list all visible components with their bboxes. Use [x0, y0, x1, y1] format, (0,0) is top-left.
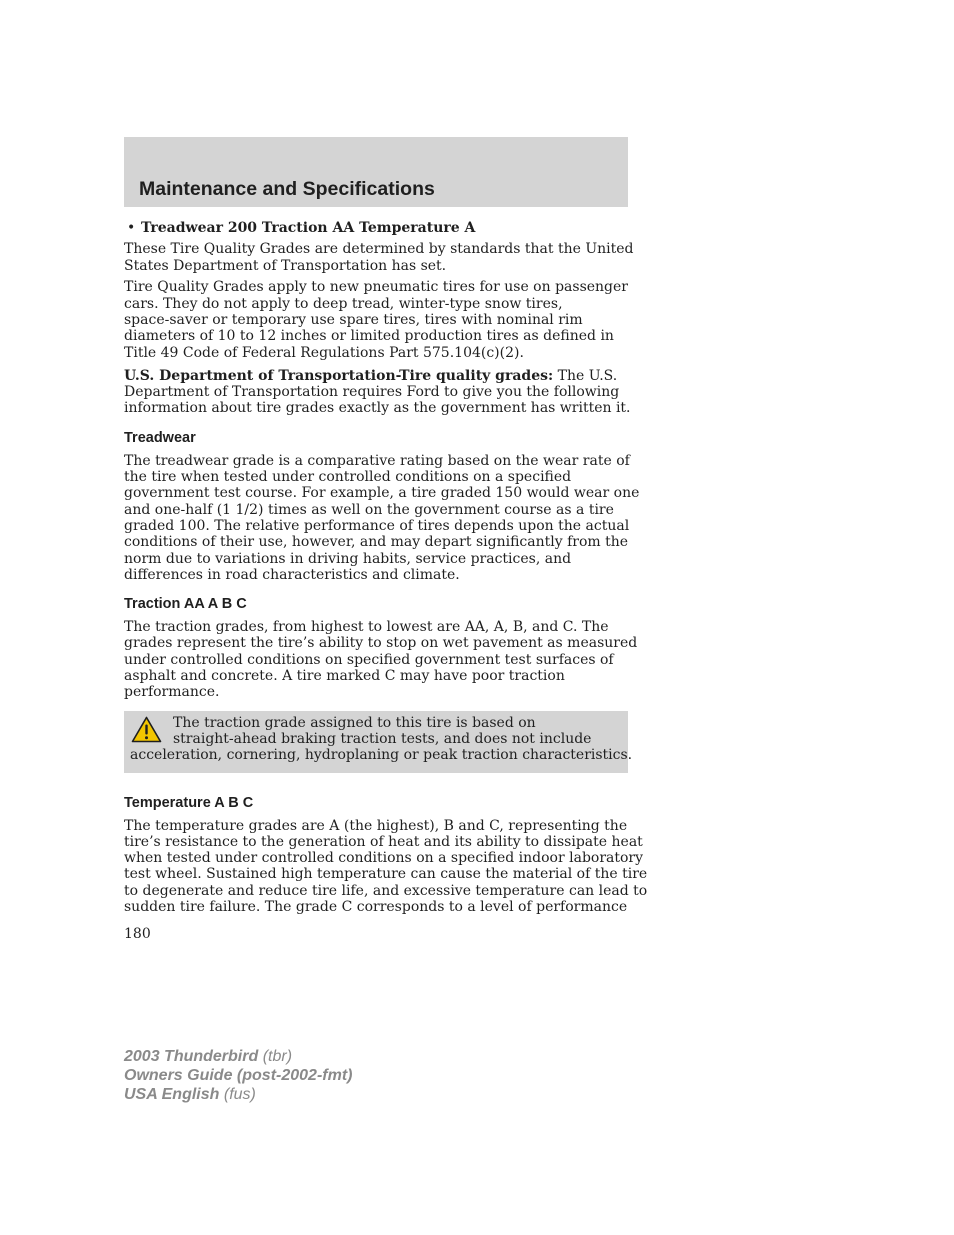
- paragraph-traction: [124, 619, 638, 701]
- footer-line-guide: [124, 1066, 352, 1085]
- section-title: Maintenance and Specifications: [139, 178, 435, 200]
- paragraph-quality-grades-scope: [124, 279, 628, 360]
- text-line: straight-ahead braking traction tests, and does not include: [173, 730, 592, 747]
- text-line: sudden tire failure. The grade C corresponds to a level of performance: [124, 899, 628, 915]
- text-line: The temperature grades are A (the highest), B and C, representing the: [124, 817, 628, 834]
- text-line: under controlled conditions on specified government test surfaces of: [124, 651, 614, 668]
- paragraph-temperature: [124, 817, 648, 916]
- footer-model-name: 2003 Thunderbird: [124, 1048, 259, 1065]
- footer-line-model: [124, 1047, 352, 1066]
- bullet-text: Treadwear 200 Traction AA Temperature A: [141, 220, 476, 236]
- text-line: Title 49 Code of Federal Regulations Part 575.104(c)(2).: [124, 344, 524, 361]
- warning-text: [130, 714, 633, 764]
- paragraph-treadwear: [124, 452, 640, 583]
- text-line: grades represent the tire’s ability to stop on wet pavement as measured: [124, 635, 638, 652]
- section-header-band: [124, 137, 628, 207]
- bullet-item: [124, 220, 628, 236]
- text-line: asphalt and concrete. A tire marked C may have poor traction: [124, 668, 565, 685]
- text-line: performance.: [124, 684, 220, 701]
- text-line: The traction grade assigned to this tire is based on: [173, 714, 536, 731]
- text-line: diameters of 10 to 12 inches or limited production tires as defined in: [124, 328, 614, 345]
- text-line: These Tire Quality Grades are determined by standards that the United: [124, 241, 634, 258]
- text-line: acceleration, cornering, hydroplaning or peak traction characteristics.: [130, 747, 633, 764]
- text-line: cars. They do not apply to deep tread, winter-type snow tires,: [124, 295, 563, 312]
- text-line: States Department of Transportation has set.: [124, 257, 447, 274]
- text-line: when tested under controlled conditions on a specified indoor laboratory: [124, 850, 644, 867]
- page-content: [124, 220, 648, 921]
- text-line: Tire Quality Grades apply to new pneumatic tires for use on passenger: [124, 279, 628, 296]
- text-line: and one-half (1 1/2) times as well on the government course as a tire: [124, 501, 614, 518]
- paragraph-quality-grades-intro: [124, 241, 634, 274]
- bullet-icon: •: [127, 220, 136, 236]
- text-line: information about tire grades exactly as the government has written it.: [124, 400, 631, 417]
- footer-line-language: [124, 1085, 352, 1104]
- text-line: the tire when tested under controlled conditions on a specified: [124, 469, 572, 486]
- text-line: The traction grades, from highest to lowest are AA, A, B, and C. The: [124, 619, 609, 636]
- heading-treadwear: Treadwear: [124, 429, 196, 446]
- warning-box: [124, 711, 633, 773]
- page-number: 180: [124, 926, 151, 942]
- heading-traction: Traction AA A B C: [124, 596, 247, 613]
- text-line: tire’s resistance to the generation of heat and its ability to dissipate heat: [124, 833, 643, 850]
- warning-triangle-icon: [131, 716, 162, 743]
- text-line: government test course. For example, a tire graded 150 would wear one: [124, 485, 640, 502]
- footer-model-code: (tbr): [262, 1048, 293, 1065]
- text-line: to degenerate and reduce tire life, and excessive temperature can lead to: [124, 882, 648, 899]
- footer-language-code: (fus): [223, 1086, 256, 1103]
- text-line: graded 100. The relative performance of tires depends upon the actual: [124, 517, 630, 534]
- text-line: differences in road characteristics and climate.: [124, 566, 460, 583]
- text-line: test wheel. Sustained high temperature can cause the material of the tire: [124, 866, 648, 883]
- text-fragment: The U.S.: [553, 367, 618, 384]
- heading-temperature: Temperature A B C: [124, 794, 254, 811]
- text-line: space-saver or temporary use spare tires, tires with nominal rim: [124, 311, 583, 328]
- bold-lead-in: U.S. Department of Transportation-Tire quality grades:: [124, 367, 554, 384]
- text-line: norm due to variations in driving habits, service practices, and: [124, 550, 572, 567]
- footer-language-name: USA English: [124, 1086, 220, 1103]
- footer-guide-name: Owners Guide (post-2002-fmt): [124, 1067, 353, 1084]
- text-line: The treadwear grade is a comparative rating based on the wear rate of: [124, 452, 630, 469]
- document-footer: [124, 1047, 352, 1104]
- text-line: [124, 368, 628, 384]
- text-line: conditions of their use, however, and may depart significantly from the: [124, 534, 629, 551]
- paragraph-dot-quality-grades: [124, 367, 631, 417]
- text-line: Department of Transportation requires Ford to give you the following: [124, 384, 620, 401]
